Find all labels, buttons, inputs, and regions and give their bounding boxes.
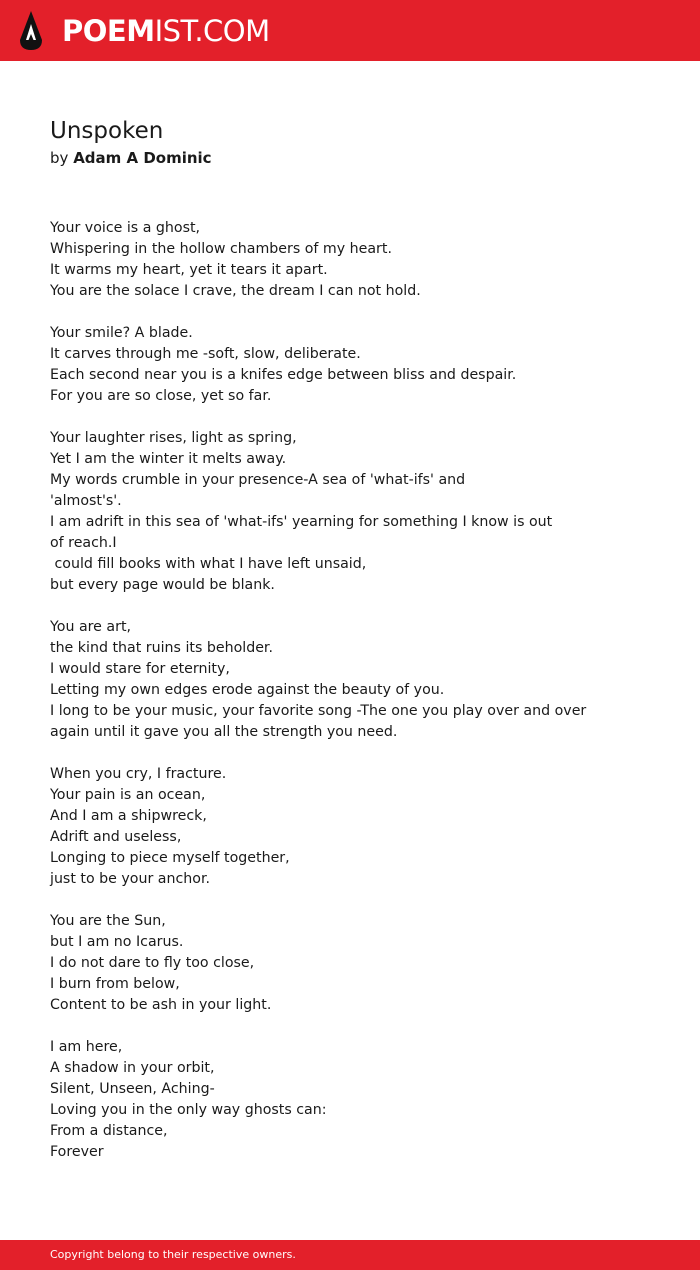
site-logo[interactable] (18, 10, 270, 52)
poem-line: I am adrift in this sea of 'what-ifs' yearning for something I know is out (50, 514, 553, 530)
poem-line: again until it gave you all the strength you need. (50, 724, 398, 740)
poem-line: 'almost's'. (50, 493, 122, 509)
stanza-break (50, 302, 670, 323)
brand-light: IST.COM (154, 14, 270, 48)
poem-line: Your voice is a ghost, (50, 220, 201, 236)
poem-line: You are the Sun, (50, 913, 166, 929)
poem-line: Loving you in the only way ghosts can: (50, 1102, 327, 1118)
site-header (0, 0, 700, 61)
poem-line: Letting my own edges erode against the beauty of you. (50, 682, 445, 698)
poem-line: the kind that ruins its beholder. (50, 640, 273, 656)
poem-title: Unspoken (50, 118, 164, 144)
poem-line: Whispering in the hollow chambers of my heart. (50, 241, 392, 257)
poem-line: From a distance, (50, 1123, 168, 1139)
poem-line: I am here, (50, 1039, 123, 1055)
poem-line: but I am no Icarus. (50, 934, 184, 950)
poem-line: You are art, (50, 619, 132, 635)
stanza-break (50, 890, 670, 911)
poem-body (50, 218, 670, 1163)
poem-line: of reach.I (50, 535, 117, 551)
poem-line: Each second near you is a knifes edge between bliss and despair. (50, 367, 517, 383)
poem-line: Longing to piece myself together, (50, 850, 290, 866)
stanza-break (50, 743, 670, 764)
site-footer (0, 1240, 700, 1270)
stanza-break (50, 407, 670, 428)
poem-line: Adrift and useless, (50, 829, 182, 845)
poem-line: Your smile? A blade. (50, 325, 193, 341)
pencil-tip-icon (18, 10, 44, 52)
poem-line: I do not dare to fly too close, (50, 955, 255, 971)
poem-line: For you are so close, yet so far. (50, 388, 272, 404)
poem-line: I long to be your music, your favorite song -The one you play over and over (50, 703, 587, 719)
poem-line: Your laughter rises, light as spring, (50, 430, 297, 446)
poem-line: When you cry, I fracture. (50, 766, 227, 782)
brand-bold: POEM (62, 14, 155, 48)
poem-line: Forever (50, 1144, 104, 1160)
poem-line: could fill books with what I have left unsaid, (50, 556, 367, 572)
poem-line: Your pain is an ocean, (50, 787, 206, 803)
stanza-break (50, 1016, 670, 1037)
poem-line: I would stare for eternity, (50, 661, 230, 677)
poem-line: It warms my heart, yet it tears it apart. (50, 262, 328, 278)
poem-line: You are the solace I crave, the dream I can not hold. (50, 283, 421, 299)
author-name[interactable]: Adam A Dominic (73, 149, 212, 167)
byline (50, 147, 212, 169)
poem-line: Silent, Unseen, Aching- (50, 1081, 215, 1097)
poem-line: just to be your anchor. (50, 871, 211, 887)
poem-line: Yet I am the winter it melts away. (50, 451, 287, 467)
poem-line: And I am a shipwreck, (50, 808, 207, 824)
poem-line: I burn from below, (50, 976, 180, 992)
copyright-text: Copyright belong to their respective owners. (50, 1248, 296, 1261)
stanza-break (50, 596, 670, 617)
poem-line: A shadow in your orbit, (50, 1060, 215, 1076)
poem-line: but every page would be blank. (50, 577, 275, 593)
poem-line: Content to be ash in your light. (50, 997, 272, 1013)
site-brand (62, 10, 270, 52)
poem-line: It carves through me -soft, slow, deliberate. (50, 346, 361, 362)
poem-line: My words crumble in your presence-A sea of 'what-ifs' and (50, 472, 466, 488)
by-label: by (50, 149, 69, 167)
